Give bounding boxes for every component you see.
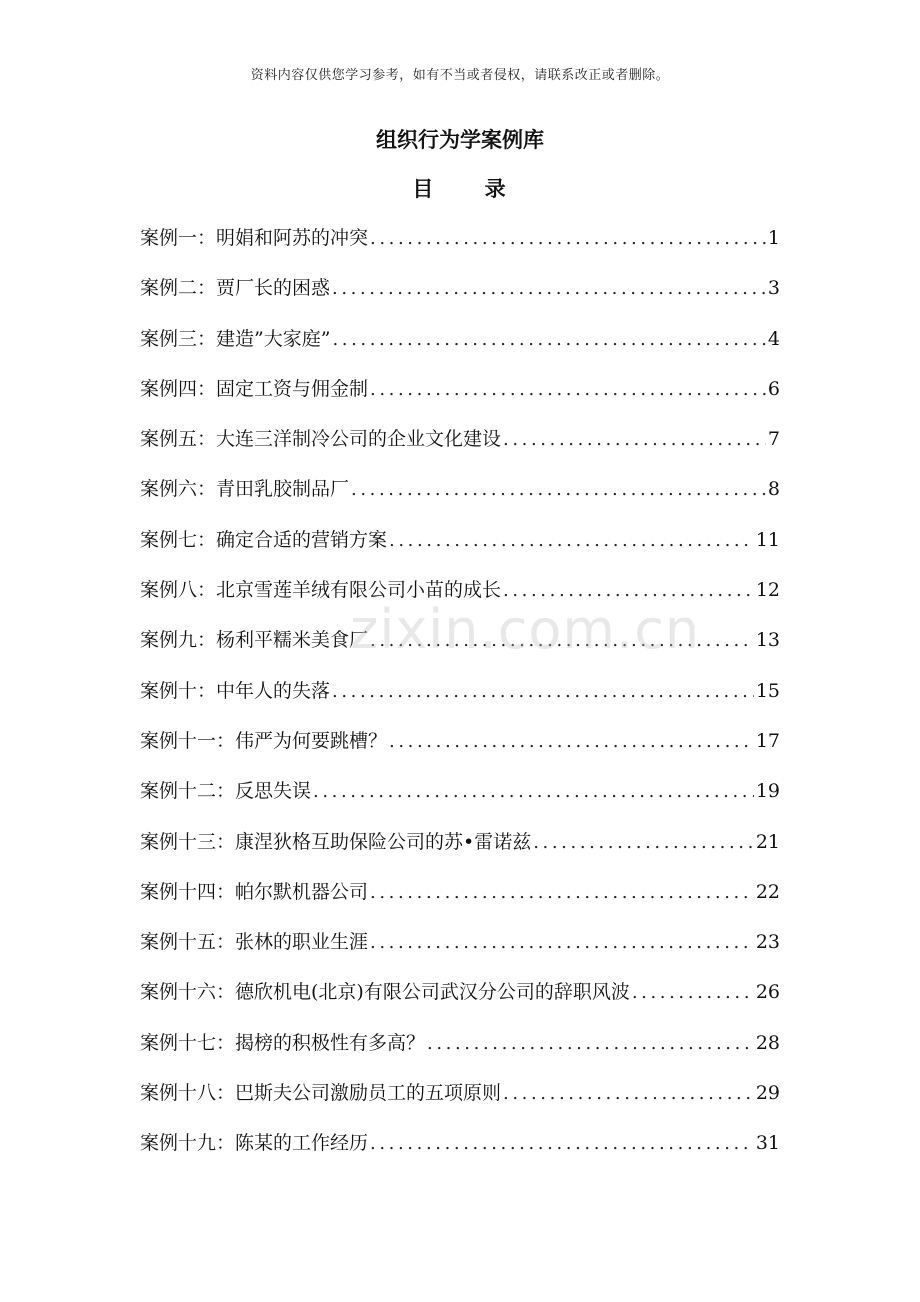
toc-entry-title: 案例九：杨利平糯米美食厂 <box>140 629 369 652</box>
toc-entry-page: 26 <box>755 981 780 1004</box>
toc-entry-page: 23 <box>755 931 780 954</box>
toc-entry-page: 6 <box>767 377 780 400</box>
toc-entry[interactable] <box>140 220 780 270</box>
toc-entry[interactable] <box>140 1025 780 1075</box>
toc-entry-title: 案例七：确定合适的营销方案 <box>140 528 388 551</box>
toc-entry-title: 案例十六：德欣机电(北京)有限公司武汉分公司的辞职风波 <box>140 981 630 1004</box>
toc-entry[interactable] <box>140 622 780 672</box>
toc-entry[interactable] <box>140 421 780 471</box>
toc-entry-page: 11 <box>755 528 780 551</box>
toc-entry-title: 案例十：中年人的失落 <box>140 679 331 702</box>
toc-entry[interactable] <box>140 723 780 773</box>
dot-leader <box>370 925 754 961</box>
toc-entry[interactable] <box>140 321 780 371</box>
dot-leader <box>351 472 766 508</box>
toc-entry[interactable] <box>140 572 780 622</box>
toc-entry-title: 案例十二：反思失误 <box>140 780 312 803</box>
dot-leader <box>503 422 766 458</box>
toc-entry-title: 案例三：建造”大家庭” <box>140 327 331 350</box>
toc-entry-title: 案例十八：巴斯夫公司激励员工的五项原则 <box>140 1082 502 1105</box>
toc-entry-page: 29 <box>755 1082 780 1105</box>
toc-entry-page: 15 <box>755 679 780 702</box>
dot-leader <box>503 573 754 609</box>
toc-entry-title: 案例十七：揭榜的积极性有多高？ <box>140 1031 426 1054</box>
toc-entry[interactable] <box>140 924 780 974</box>
toc-entry-page: 3 <box>767 277 780 300</box>
toc-entry[interactable] <box>140 471 780 521</box>
toc-entry-page: 1 <box>767 227 780 249</box>
watermark-logo: zixin.com.cn <box>350 598 701 661</box>
toc-entry-page: 12 <box>755 579 780 602</box>
dot-leader <box>370 372 766 408</box>
toc-entry-title: 案例八：北京雪莲羊绒有限公司小苗的成长 <box>140 579 502 602</box>
toc-entry[interactable] <box>140 824 780 874</box>
dot-leader <box>503 1076 754 1112</box>
toc-entry[interactable] <box>140 1125 780 1175</box>
dot-leader <box>332 674 754 710</box>
toc-entry-page: 21 <box>755 830 780 853</box>
dot-leader <box>370 623 754 659</box>
dot-leader <box>313 774 754 810</box>
dot-leader <box>533 825 754 861</box>
toc-entry-page: 17 <box>755 729 780 752</box>
toc-entry[interactable] <box>140 974 780 1024</box>
toc-entry-page: 19 <box>755 780 780 803</box>
toc-entry[interactable] <box>140 522 780 572</box>
toc-entry-page: 7 <box>767 428 780 451</box>
toc-entry-page: 4 <box>767 327 780 350</box>
toc-entry-title: 案例二：贾厂长的困惑 <box>140 277 331 300</box>
toc-entry[interactable] <box>140 371 780 421</box>
toc-entry-page: 31 <box>755 1132 780 1155</box>
toc-entry-page: 8 <box>767 478 780 501</box>
toc-entry[interactable] <box>140 673 780 723</box>
dot-leader <box>370 221 766 257</box>
toc-entry-title: 案例五：大连三洋制冷公司的企业文化建设 <box>140 428 502 451</box>
toc-entry[interactable] <box>140 270 780 320</box>
dot-leader <box>332 271 766 307</box>
dot-leader <box>632 975 754 1011</box>
disclaimer-note: 资料内容仅供您学习参考，如有不当或者侵权，请联系改正或者删除。 <box>250 68 670 83</box>
toc-heading: 目 录 <box>412 176 508 201</box>
dot-leader <box>370 1126 754 1162</box>
toc-entry-title: 案例十一：伟严为何要跳槽？ <box>140 729 388 752</box>
dot-leader <box>389 724 754 760</box>
toc-entry-page: 22 <box>755 880 780 903</box>
toc-entry-title: 案例十三：康涅狄格互助保险公司的苏•雷诺兹 <box>140 830 532 853</box>
table-of-contents <box>140 220 780 1176</box>
dot-leader <box>370 875 754 911</box>
toc-entry-page: 28 <box>755 1031 780 1054</box>
toc-entry-title: 案例六：青田乳胶制品厂 <box>140 478 350 501</box>
toc-entry-title: 案例十五：张林的职业生涯 <box>140 931 369 954</box>
toc-entry-page: 13 <box>755 629 780 652</box>
dot-leader <box>332 322 765 358</box>
toc-entry-title: 案例十四：帕尔默机器公司 <box>140 880 369 903</box>
dot-leader <box>427 1026 754 1062</box>
toc-entry-title: 案例四：固定工资与佣金制 <box>140 377 369 400</box>
toc-entry[interactable] <box>140 773 780 823</box>
document-title: 组织行为学案例库 <box>376 127 544 152</box>
toc-entry-title: 案例十九：陈某的工作经历 <box>140 1132 369 1155</box>
dot-leader <box>389 523 754 559</box>
toc-entry-title: 案例一：明娟和阿苏的冲突 <box>140 227 369 249</box>
toc-entry[interactable] <box>140 1075 780 1125</box>
toc-entry[interactable] <box>140 874 780 924</box>
